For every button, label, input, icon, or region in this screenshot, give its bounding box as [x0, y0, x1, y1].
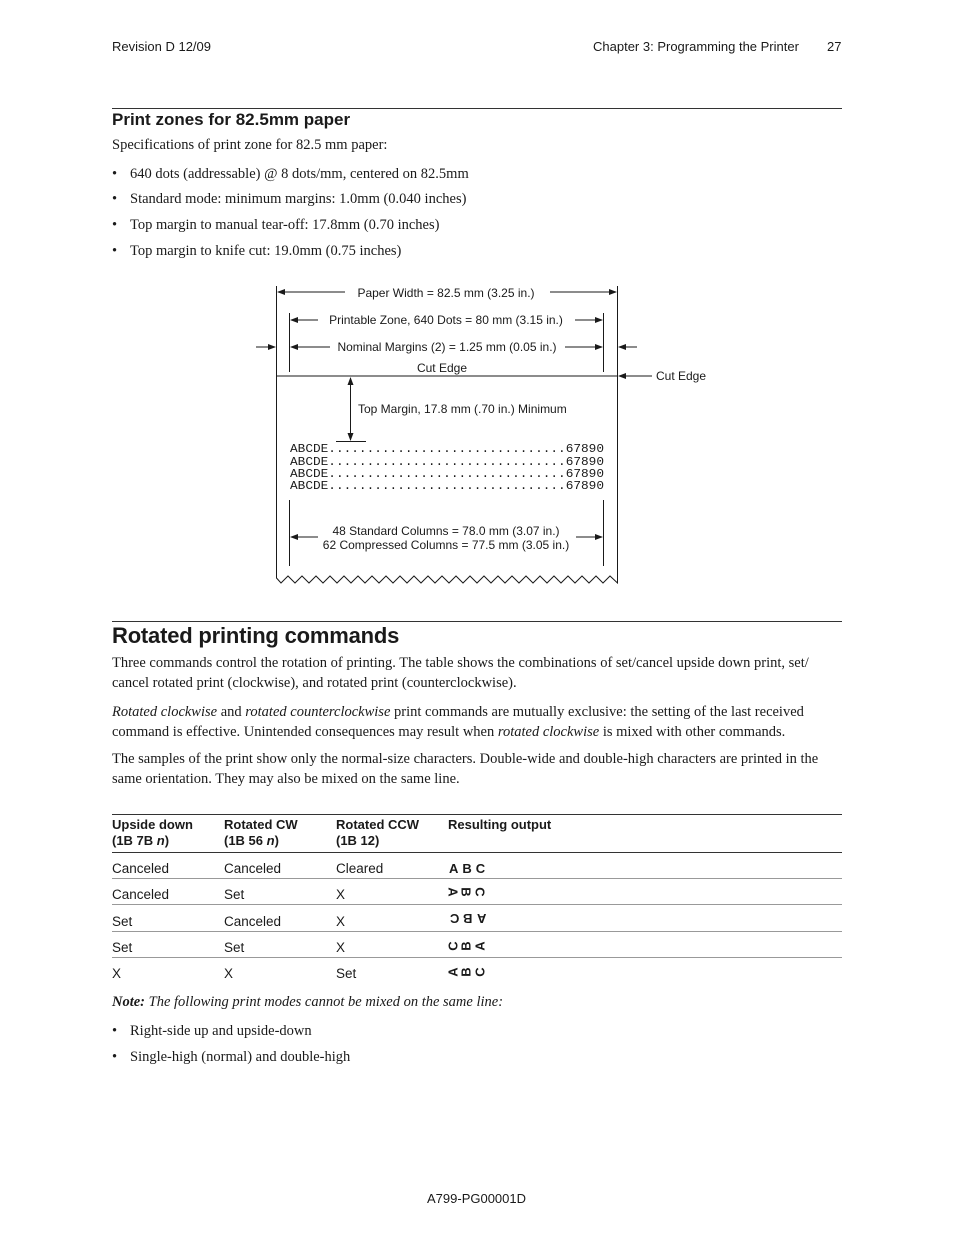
table-cell: Set [224, 940, 245, 955]
top-margin-label: Top Margin, 17.8 mm (.70 in.) Minimum [358, 402, 567, 416]
sample-line: ABCDE...............................67890 [290, 455, 604, 469]
paper-width-label: Paper Width = 82.5 mm (3.25 in.) [357, 286, 535, 300]
rotated-para-1: Three commands control the rotation of printing. The table shows the combinations of set/cancel upside down print, set/ cancel rotated print (clockwise), and rotated print (counterclockwise). [112, 655, 809, 691]
list-item-text: 640 dots (addressable) @ 8 dots/mm, centered on 82.5mm [130, 166, 469, 182]
sample-line: ABCDE...............................67890 [290, 467, 604, 481]
table-cell: X [336, 940, 346, 955]
para-emphasis: rotated clockwise [497, 724, 600, 740]
table-cell: Canceled [112, 887, 170, 902]
print-zone-diagram [0, 0, 954, 600]
output-sample: C B A [449, 911, 487, 926]
para-emphasis: Rotated clockwise [112, 704, 218, 720]
table-row-rule [112, 931, 842, 932]
table-cell: Set [112, 914, 133, 929]
table-cell: X [224, 966, 234, 981]
table-row-rule [112, 957, 842, 958]
output-sample: ABC [445, 887, 488, 898]
table-header-ccw: Rotated CCW (1B 12) [336, 817, 420, 848]
table-cell: Set [336, 966, 357, 981]
table-cell: Canceled [224, 861, 282, 876]
note-label: Note: [112, 994, 146, 1010]
note-text: The following print modes cannot be mixed on the same line: [145, 994, 504, 1010]
table-header-cw: Rotated CW (1B 56 n) [224, 817, 298, 848]
table-cell: X [112, 966, 122, 981]
table-header-rule [112, 852, 842, 853]
table-cell: Set [224, 887, 245, 902]
table-row-rule [112, 904, 842, 905]
header-revision: Revision D 12/09 [112, 39, 211, 54]
table-row-rule [112, 878, 842, 879]
rotated-para-2: Rotated clockwise and rotated counterclockwise print commands are mutually exclusive: the setting of the last received command is effective. Unintended consequences may result when rotated clockwise is mixed with other commands. [112, 704, 804, 740]
print-zones-heading: Print zones for 82.5mm paper [112, 110, 351, 129]
cut-edge-right-label: Cut Edge [656, 369, 707, 383]
standard-columns-label: 48 Standard Columns = 78.0 mm (3.07 in.) [332, 524, 560, 538]
list-item-text: Single-high (normal) and double-high [130, 1049, 351, 1065]
header-page-number: 27 [827, 39, 842, 54]
note [112, 992, 842, 1012]
output-sample: ABC [445, 966, 488, 977]
sample-line: ABCDE...............................67890 [290, 442, 604, 456]
print-zones-intro: Specifications of print zone for 82.5 mm paper: [112, 137, 388, 153]
table-header-output: Resulting output [448, 817, 552, 832]
rotated-heading: Rotated printing commands [112, 623, 400, 648]
sample-line: ABCDE...............................67890 [290, 479, 604, 493]
compressed-columns-label: 62 Compressed Columns = 77.5 mm (3.05 in.) [322, 538, 570, 552]
list-item-text: Top margin to manual tear-off: 17.8mm (0.70 inches) [130, 217, 440, 233]
footer-doc-id: A799-PG00001D [427, 1191, 527, 1206]
header-chapter: Chapter 3: Programming the Printer [593, 39, 799, 54]
list-item-text: Standard mode: minimum margins: 1.0mm (0.040 inches) [130, 191, 467, 207]
printable-zone-label: Printable Zone, 640 Dots = 80 mm (3.15 in.) [329, 313, 563, 327]
section-divider [112, 621, 842, 622]
table-cell: Canceled [112, 861, 170, 876]
list-item-text: Right-side up and upside-down [130, 1023, 312, 1039]
table-cell: Canceled [224, 914, 282, 929]
table-cell: Cleared [336, 861, 384, 876]
output-sample: CBA [445, 940, 488, 951]
cut-edge-top-label: Cut Edge [416, 361, 468, 375]
list-item-text: Top margin to knife cut: 19.0mm (0.75 inches) [130, 243, 402, 259]
rotated-para-3: The samples of the print show only the normal-size characters. Double-wide and double-high characters are printed in the same orientation. They may also be mixed on the same line. [112, 751, 819, 787]
table-cell: X [336, 914, 346, 929]
table-cell: Set [112, 940, 133, 955]
table-cell: X [336, 887, 346, 902]
table-top-rule [112, 814, 842, 815]
nominal-margins-label: Nominal Margins (2) = 1.25 mm (0.05 in.) [337, 340, 557, 354]
para-emphasis: rotated counterclockwise [245, 704, 391, 720]
output-sample: A B C [449, 861, 487, 876]
table-header-upside: Upside down (1B 7B n) [112, 817, 193, 848]
